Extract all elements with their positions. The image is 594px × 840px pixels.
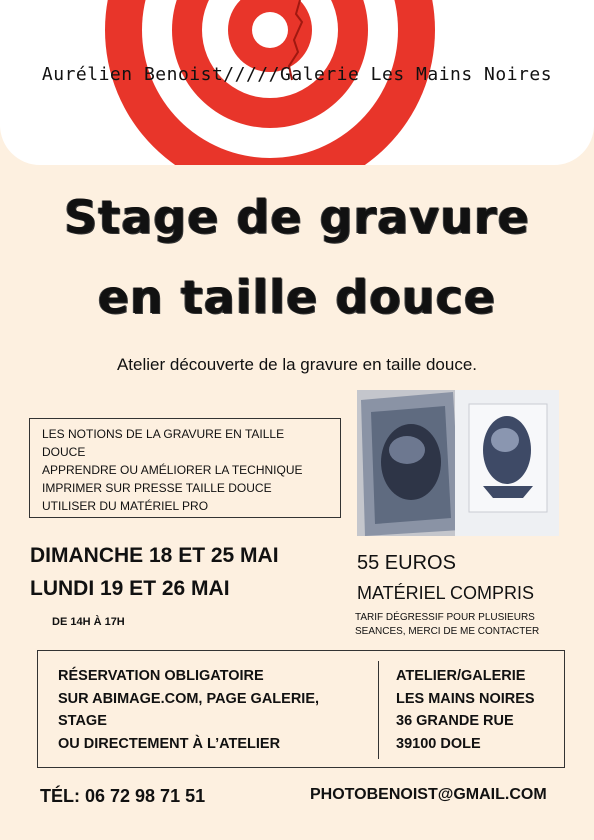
notion-item: UTILISER DU MATÉRIEL PRO: [42, 499, 209, 513]
engraving-photo-image: [357, 390, 559, 536]
reservation-line: OU DIRECTEMENT À L’ATELIER: [58, 735, 281, 752]
subtitle: Atelier découverte de la gravure en taille douce.: [116, 355, 478, 374]
headline-line-1: Stage de gravure: [64, 190, 530, 244]
address-info: [396, 665, 535, 755]
reservation-line: STAGE: [58, 713, 107, 729]
reservation-info: [58, 665, 319, 755]
address-line: LES MAINS NOIRES: [396, 690, 535, 707]
tarif-note-line: SEANCES, MERCI DE ME CONTACTER: [355, 626, 540, 637]
tarif-note-line: TARIF DÉGRESSIF POUR PLUSIEURS: [355, 612, 535, 623]
notion-item: IMPRIMER SUR PRESSE TAILLE DOUCE: [42, 481, 272, 495]
email-address: PHOTOBENOIST@GMAIL.COM: [310, 786, 547, 803]
hours: DE 14H À 17H: [52, 616, 125, 628]
divider: [378, 661, 379, 759]
dates-monday: LUNDI 19 ET 26 MAI: [30, 577, 230, 600]
price: 55 EUROS: [357, 552, 456, 574]
headline-line-2: en taille douce: [97, 270, 497, 324]
engraving-photo: [357, 390, 559, 536]
booking-box: [37, 650, 565, 768]
banner-title: Aurélien Benoist/////Galerie Les Mains Noires: [41, 64, 553, 85]
reservation-line: SUR ABIMAGE.COM, PAGE GALERIE,: [58, 690, 320, 707]
tarif-note: [355, 611, 565, 639]
address-line: 36 GRANDE RUE: [396, 713, 514, 729]
notion-item: LES NOTIONS DE LA GRAVURE EN TAILLE: [42, 427, 285, 441]
material-included: MATÉRIEL COMPRIS: [357, 583, 535, 603]
reservation-line: RÉSERVATION OBLIGATOIRE: [58, 668, 264, 684]
header-banner: [0, 0, 594, 165]
notion-item: DOUCE: [42, 445, 86, 459]
notion-item: APPRENDRE OU AMÉLIORER LA TECHNIQUE: [42, 463, 303, 477]
address-line: 39100 DOLE: [396, 735, 481, 752]
address-line: ATELIER/GALERIE: [396, 668, 526, 684]
notions-box: [29, 418, 341, 518]
dates-sunday: DIMANCHE 18 ET 25 MAI: [30, 544, 279, 567]
phone-number: TÉL: 06 72 98 71 51: [40, 786, 206, 806]
